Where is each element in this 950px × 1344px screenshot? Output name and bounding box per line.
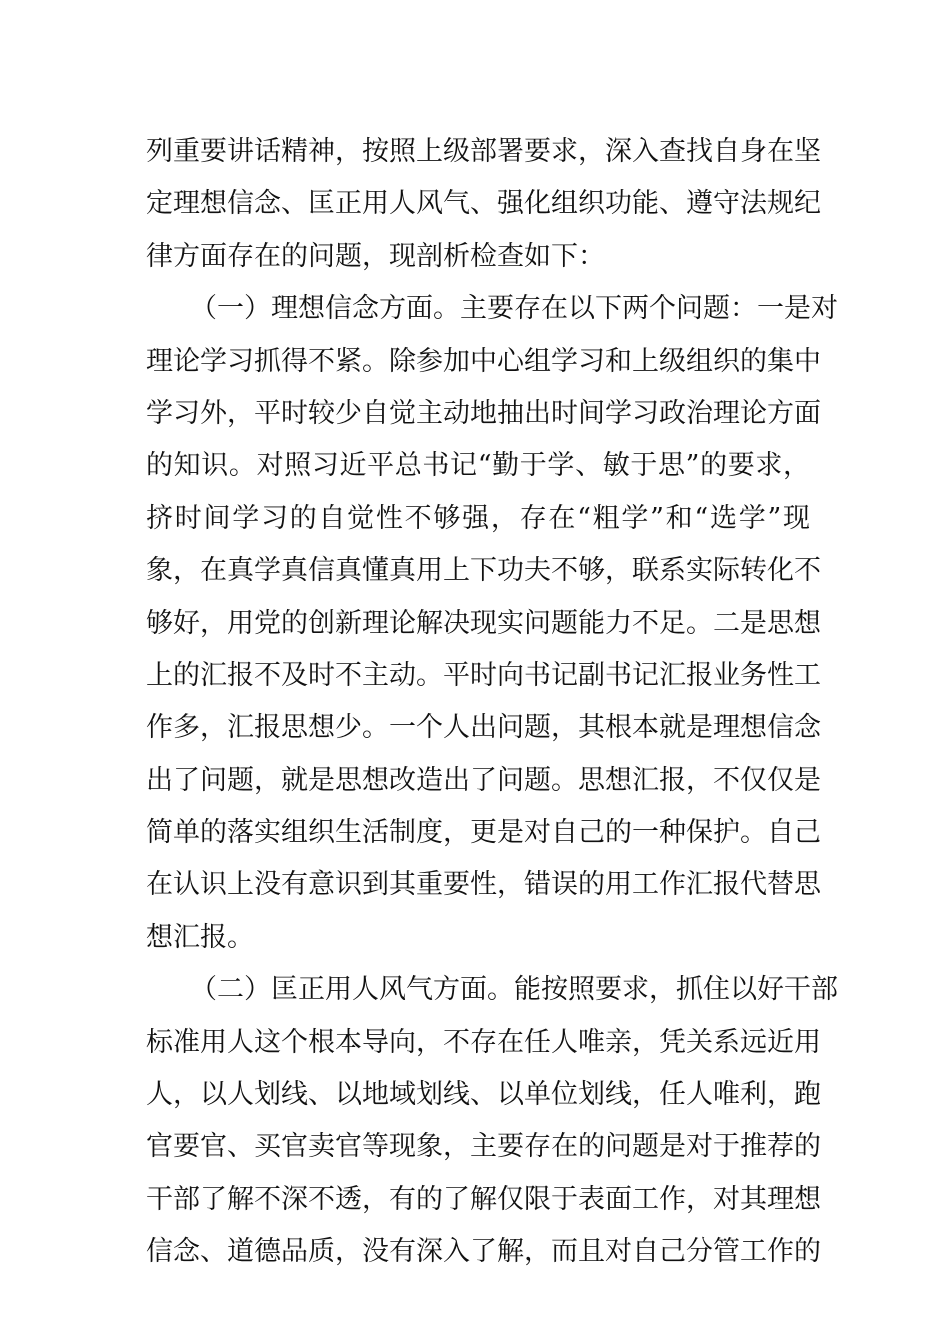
- text-line: 的知识。对照习近平总书记“勤于学、敏于思”的要求，: [146, 450, 810, 482]
- text-line: 信念、道德品质，没有深入了解，而且对自己分管工作的: [146, 1236, 821, 1268]
- text-line: 官要官、买官卖官等现象，主要存在的问题是对于推荐的: [146, 1131, 821, 1163]
- text-line: 作多，汇报思想少。一个人出问题，其根本就是理想信念: [146, 712, 821, 744]
- text-line: 上的汇报不及时不主动。平时向书记副书记汇报业务性工: [146, 659, 821, 691]
- text-line: 够好，用党的创新理论解决现实问题能力不足。二是思想: [146, 607, 821, 639]
- text-line: 干部了解不深不透，有的了解仅限于表面工作，对其理想: [146, 1183, 821, 1215]
- body-text: [146, 126, 838, 1279]
- text-line: 学习外，平时较少自觉主动地抽出时间学习政治理论方面: [146, 397, 821, 429]
- text-line: 挤时间学习的自觉性不够强，存在“粗学”和“选学”现: [146, 502, 810, 534]
- text-line: （二）匡正用人风气方面。能按照要求，抓住以好干部: [190, 974, 838, 1006]
- text-line: 简单的落实组织生活制度，更是对自己的一种保护。自己: [146, 817, 821, 849]
- text-line: 理论学习抓得不紧。除参加中心组学习和上级组织的集中: [146, 345, 821, 377]
- text-line: （一）理想信念方面。主要存在以下两个问题：一是对: [190, 293, 838, 325]
- text-line: 想汇报。: [146, 921, 254, 953]
- text-line: 在认识上没有意识到其重要性，错误的用工作汇报代替思: [146, 869, 821, 901]
- text-line: 定理想信念、匡正用人风气、强化组织功能、遵守法规纪: [146, 188, 821, 220]
- text-line: 标准用人这个根本导向，不存在任人唯亲，凭关系远近用: [146, 1026, 821, 1058]
- text-line: 人，以人划线、以地域划线、以单位划线，任人唯利，跑: [146, 1079, 821, 1111]
- text-line: 象，在真学真信真懂真用上下功夫不够，联系实际转化不: [146, 555, 821, 587]
- text-line: 列重要讲话精神，按照上级部署要求，深入查找自身在坚: [146, 136, 821, 167]
- text-line: 出了问题，就是思想改造出了问题。思想汇报，不仅仅是: [146, 764, 821, 796]
- text-line: 律方面存在的问题，现剖析检查如下：: [146, 240, 605, 272]
